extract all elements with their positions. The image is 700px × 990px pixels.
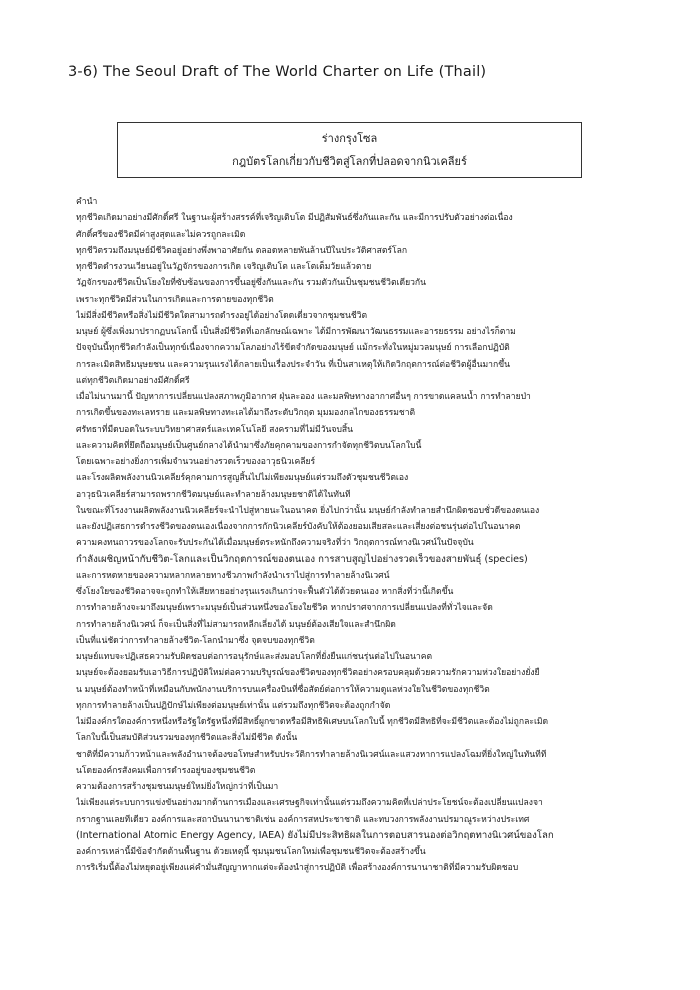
body-line: โลกใบนี้เป็นสมบัติส่วนรวมของทุกชีวิตและสิ่งไม่มีชีวิต ดังนั้น xyxy=(76,733,298,744)
body-line: (International Atomic Energy Agency, IAEA) ยังไม่มีประสิทธิผลในการตอบสารนองต่อวิกฤตทางนิเวศน์ของโลก xyxy=(76,829,554,841)
title-line-1: ร่างกรุงโซล xyxy=(321,132,378,145)
title-line-2: กฎบัตรโลกเกี่ยวกับชีวิตสู่โลกที่ปลอดจากนิวเคลียร์ xyxy=(232,155,467,168)
body-line: การเกิดขึ้นของทะเลทราย และมลพิษทางทะเลได้มาถึงระดับวิกฤต มุมมองกลไกของธรรมชาติ xyxy=(76,408,416,419)
body-line: นโดยองค์กรสังคมเพื่อการดำรงอยู่ของชุมชนชีวิต xyxy=(76,765,256,776)
body-line: ทุกชีวิตดำรงวนเวียนอยู่ในวัฏจักรของการเกิด เจริญเติบโต และโตเต็มวัยแล้วตาย xyxy=(76,262,372,272)
body-line: กำลังเผชิญหน้ากับชีวิต-โลกและเป็นวิกฤตการณ์ของตนเอง การสาบสูญไปอย่างรวดเร็วของสายพันธุ์ (species) xyxy=(76,553,528,565)
body-line: ซึ่งโยงใยของชีวิตอาจจะถูกทำให้เสียหายอย่างรุนแรงเกินกว่าจะฟื้นตัวได้ด้วยตนเอง หากสิ่งที่ว่านี้เกิดขึ้น xyxy=(76,587,454,597)
body-line: ชาติที่มีความก้าวหน้าและพลังอำนาจต้องขอโทษสำหรับประวัติการทำลายล้างนิเวศน์และแสวงหาการแปลงโฉมที่ยิ่งใหญ่ในทันทีที xyxy=(76,749,547,760)
body-line: การทำลายล้างจะมาถึงมนุษย์เพราะมนุษย์เป็นส่วนหนึ่งของโยงใยชีวิต หากปราศจากการเปลี่ยนแปลงที่ทั่วไจและจัด xyxy=(76,603,493,614)
body-line: กรากฐานเลยทีเดียว องค์การและสถาบันนานาชาติเช่น องค์การสหประชาชาติ และทบวงการพลังงานปรมาณูระหว่างประเทศ xyxy=(76,814,530,825)
body-line: ความต้องการสร้างชุมชนมนุษย์ใหม่ยิ่งใหญ่กว่าที่เป็นมา xyxy=(76,782,279,792)
body-text xyxy=(76,194,666,877)
body-line: เพราะทุกชีวิตมีส่วนในการเกิดและการตายของทุกชีวิต xyxy=(76,294,274,305)
body-line: เป็นที่แน่ชัดว่าการทำลายล้างชีวิต-โลกนำมาซึ่ง จุดจบของทุกชีวิต xyxy=(76,635,315,646)
body-line: ทุกชีวิตเกิดมาอย่างมีศักดิ์ศรี ในฐานะผู้สร้างสรรค์ที่เจริญเติบโต มีปฏิสัมพันธ์ซึ่งกันและกัน และมีการปรับตัวอย่างต่อเนื่อง xyxy=(76,213,513,224)
body-line: อาวุธนิวเคลียร์สามารถพรากชีวิตมนุษย์และทำลายล้างมนุษยชาติได้ในทันที xyxy=(76,489,351,500)
body-line: น มนุษย์ต้องทำหน้าที่เหมือนกับพนักงานบริการบนเครื่องบินที่ซื่อสัตย์ต่อการให้ความดูแลห่วงใยในชีวิตของทุกชีวิต xyxy=(76,684,490,695)
section-heading: 3-6) The Seoul Draft of The World Charter on Life (Thail) xyxy=(68,64,487,80)
body-line: ปัจจุบันนี้ทุกชีวิตกำลังเป็นทุกข์เนื่องจากความโลภอย่างไร้ขีดจำกัดของมนุษย์ แม้กระทั่งในหมู่มวลมนุษย์ การเลือกปฏิบัติ xyxy=(76,343,510,354)
title-box xyxy=(117,122,582,178)
body-line: ทุกการทำลายล้างเป็นปฏิปักษ์ไม่เพียงต่อมนุษย์เท่านั้น แต่รวมถึงทุกชีวิตจะต้องถูกกำจัด xyxy=(76,700,391,711)
body-line: แต่ทุกชีวิตเกิดมาอย่างมีศักดิ์ศรี xyxy=(76,375,190,386)
body-line: ทุกชีวิตรวมถึงมนุษย์มีชีวิตอยู่อย่างพึ่งพาอาศัยกัน ตลอดหลายพันล้านปีในประวัติศาสตร์โลก xyxy=(76,245,408,256)
body-line: การริเริ่มนี้ต้องไม่หยุดอยู่เพียงแค่คำมั่นสัญญาหากแต่จะต้องนำสู่การปฏิบัติ เพื่อสร้างองค์การนานาชาติที่มีความรับผิดชอบ xyxy=(76,863,519,874)
body-line: ไม่มีสิ่งมีชีวิตหรือสิ่งไม่มีชีวิตใดสามารถดำรงอยู่ได้อย่างโดดเดี่ยวจากชุมชนชีวิต xyxy=(76,310,368,321)
body-line: ศรัทธาที่มืดบอดในระบบวิทยาศาสตร์และเทคโนโลยี สงครามที่ไม่มีวันจบสิ้น xyxy=(76,424,354,435)
body-line: ความคงทนถาวรของโลกจะรับประกันได้เมื่อมนุษย์ตระหนักถึงความจริงที่ว่า วิกฤตการณ์ทางนิเวศน์ในปัจจุบัน xyxy=(76,538,474,549)
body-line: และการหดหายของความหลากหลายทางชีวภาพกำลังนำเราไปสู่การทำลายล้างนิเวศน์ xyxy=(76,570,390,581)
body-line: ในขณะที่โรงงานผลิตพลังงานนิวเคลียร์จะนำไปสู่หายนะในอนาคต ยิ่งไปกว่านั้น มนุษย์กำลังทำลายสำนึกผิดชอบชั่วดีของตนเอง xyxy=(76,505,540,516)
body-line: การทำลายล้างนิเวศน์ ก็จะเป็นสิ่งที่ไม่สามารถหลีกเลี่ยงได้ มนุษย์ต้องเสียใจและสำนึกผิด xyxy=(76,619,396,630)
body-line: ศักดิ์ศรีของชีวิตมีค่าสูงสุดและไม่ควรถูกละเมิด xyxy=(76,229,246,240)
body-line: องค์การเหล่านี้มีข้อจำกัดด้านพื้นฐาน ด้วยเหตุนี้ ชุมนุมชนโลกใหม่เพื่อชุมชนชีวิตจะต้องสร้างขึ้น xyxy=(76,847,426,857)
body-line: ไม่เพียงแต่ระบบการแข่งขันอย่างมากด้านการเมืองและเศรษฐกิจเท่านั้นแต่รวมถึงความคิดที่เปล่าประโยชน์จะต้องเปลี่ยนแปลงจา xyxy=(76,798,543,809)
body-line: และยังปฏิเสธการดำรงชีวิตของตนเองเนื่องจากการกักนิวเคลียร์บังคับให้ต้องยอมเสียสละและเสี่ยงต่อชนรุ่นต่อไปในอนาคต xyxy=(76,522,521,532)
body-line: มนุษย์ ผู้ซึ่งเพิ่งมาปรากฏบนโลกนี้ เป็นสิ่งมีชีวิตที่เอกลักษณ์เฉพาะ ได้มีการพัฒนาวัฒนธรรมและอารยธรรม อย่างไรก็ตาม xyxy=(76,327,516,337)
body-line: คำนำ xyxy=(76,197,98,207)
body-line: วัฏจักรของชีวิตเป็นโยงใยที่ซับซ้อนของการขึ้นอยู่ซึ่งกันและกัน รวมตัวกันเป็นชุมชนชีวิตเดียวกัน xyxy=(76,278,427,289)
body-line: มนุษย์จะต้องยอมรับเอาวิธีการปฏิบัติใหม่ต่อความบริบูรณ์ของชีวิตของทุกชีวิตอย่างครอบคลุมด้วยความรักความห่วงใยอย่างยั่งยื xyxy=(76,668,540,679)
body-line: และความคิดที่ยึดถือมนุษย์เป็นศูนย์กลางได้นำมาซึ่งภัยคุกคามของการกำจัดทุกชีวิตบนโลกใบนี้ xyxy=(76,440,422,451)
body-line: การละเมิดสิทธิมนุษยชน และความรุนแรงได้กลายเป็นเรื่องประจำวัน ที่เป็นสาเหตุให้เกิดวิกฤตการณ์ต่อชีวิตผู้อื่นมากขึ้น xyxy=(76,359,510,370)
body-line: ไม่มีองค์กรใดองค์การหนึ่งหรือรัฐใดรัฐหนึ่งที่มีสิทธิ์ผูกขาดหรือมีสิทธิพิเศษบนโลกใบนี้ ทุกชีวิตมีสิทธิที่จะมีชีวิตและต้องไม่ถูกละเมิด xyxy=(76,717,549,727)
body-line: โดยเฉพาะอย่างยิ่งการเพิ่มจำนวนอย่างรวดเร็วของอาวุธนิวเคลียร์ xyxy=(76,457,316,467)
body-line: และโรงผลิตพลังงานนิวเคลียร์คุกคามการสูญสิ้นไปไม่เพียงมนุษย์แต่รวมถึงตัวชุมชนชีวิตเอง xyxy=(76,473,409,484)
body-line: มนุษย์แทบจะปฏิเสธความรับผิดชอบต่อการอนุรักษ์และส่งมอบโลกที่ยั่งยืนแก่ชนรุ่นต่อไปในอนาคต xyxy=(76,652,433,662)
body-line: เมื่อไม่นานมานี้ ปัญหาการเปลี่ยนแปลงสภาพภูมิอากาศ ฝุ่นละออง และมลพิษทางอากาศอื่นๆ การขาดแคลนน้ำ การทำลายป่า xyxy=(76,392,531,402)
